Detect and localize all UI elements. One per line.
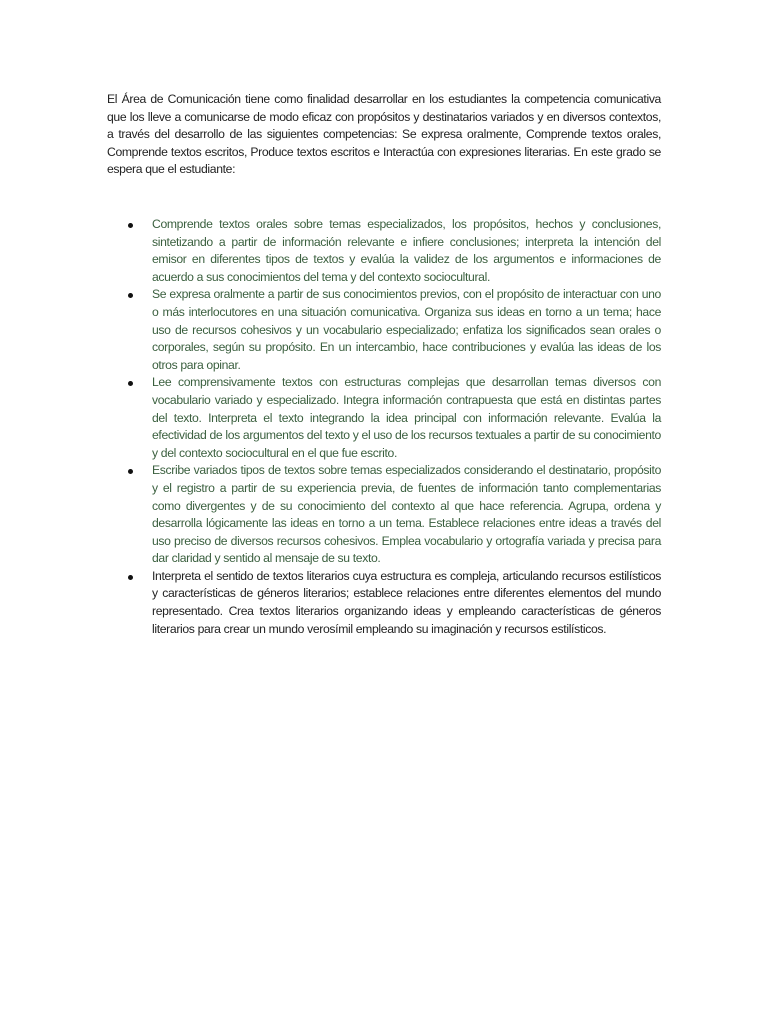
list-item-text: Interpreta el sentido de textos literarios cuya estructura es compleja, articulando recursos estilísticos y características de géneros literarios; establece relaciones entre diferentes elementos del mundo representado. Crea textos literarios organizando ideas y empleando características de géneros literarios para crear un mundo verosímil empleando su imaginación y recursos estilísticos. <box>152 568 661 636</box>
list-item <box>107 286 661 374</box>
bullet-dot-icon <box>128 381 133 386</box>
list-item-text: Lee comprensivamente textos con estructuras complejas que desarrollan temas diversos con vocabulario variado y especializado. Integra información contrapuesta que está en distintas partes del texto. Interpreta el texto integrando la idea principal con información relevante. Evalúa la efectividad de los argumentos del texto y el uso de los recursos textuales a partir de su conocimiento y del contexto sociocultural en el que fue escrito. <box>152 375 661 460</box>
list-item <box>107 216 661 286</box>
list-item <box>107 374 661 462</box>
bullet-dot-icon <box>128 223 133 228</box>
list-item-text: Se expresa oralmente a partir de sus conocimientos previos, con el propósito de interactuar con uno o más interlocutores en una situación comunicativa. Organiza sus ideas en torno a un tema; hace uso de recursos cohesivos y un vocabulario especializado; enfatiza los significados sean orales o corporales, según su propósito. En un intercambio, hace contribuciones y evalúa las ideas de los otros para opinar. <box>152 287 661 372</box>
bullet-dot-icon <box>128 293 133 298</box>
list-item-text: Escribe variados tipos de textos sobre temas especializados considerando el destinatario, propósito y el registro a partir de su experiencia previa, de fuentes de información tanto complementarias como divergentes y de su conocimiento del contexto al que hace referencia. Agrupa, ordena y desarrolla lógicamente las ideas en torno a un tema. Establece relaciones entre ideas a través del uso preciso de diversos recursos cohesivos. Emplea vocabulario y ortografía variada y precisa para dar claridad y sentido al mensaje de su texto. <box>152 463 661 566</box>
competency-list <box>107 216 661 638</box>
list-item <box>107 568 661 638</box>
bullet-dot-icon <box>128 575 133 580</box>
intro-paragraph: El Área de Comunicación tiene como finalidad desarrollar en los estudiantes la competencia comunicativa que los lleve a comunicarse de modo eficaz con propósitos y destinatarios variados y en diversos contextos, a través del desarrollo de las siguientes competencias: Se expresa oralmente, Comprende textos orales, Comprende textos escritos, Produce textos escritos e Interactúa con expresiones literarias. En este grado se espera que el estudiante: <box>107 92 661 177</box>
bullet-dot-icon <box>128 469 133 474</box>
list-item <box>107 462 661 568</box>
list-item-text: Comprende textos orales sobre temas especializados, los propósitos, hechos y conclusiones, sintetizando a partir de información relevante e infiere conclusiones; interpreta la intención del emisor en diferentes tipos de textos y evalúa la validez de los argumentos e informaciones de acuerdo a sus conocimientos del tema y del contexto sociocultural. <box>152 217 661 284</box>
